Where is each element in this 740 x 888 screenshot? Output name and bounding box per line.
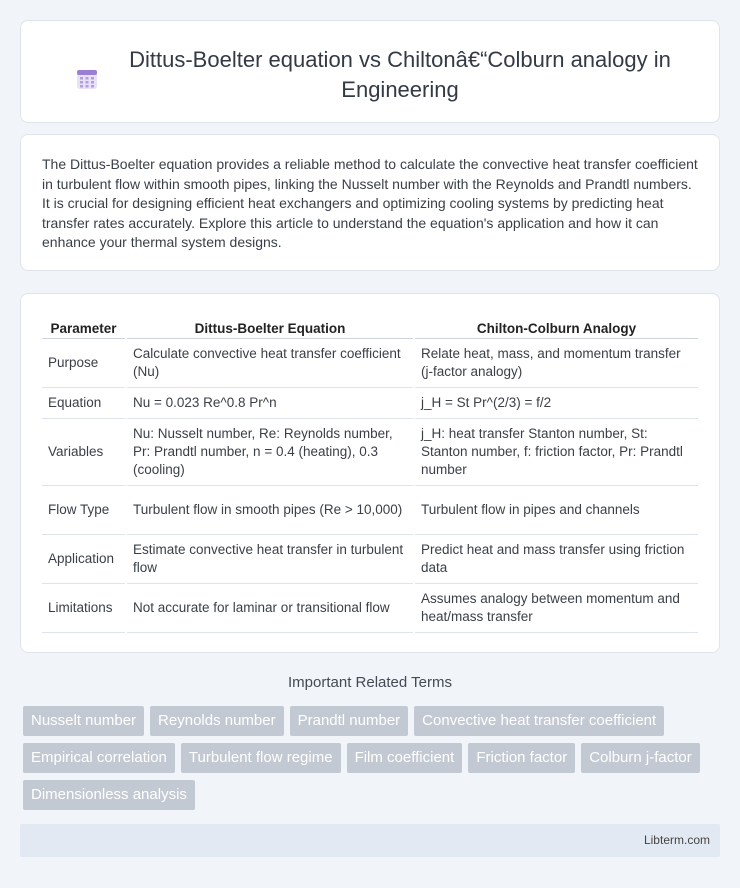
table-cell: Turbulent flow in smooth pipes (Re > 10,000) [126, 485, 414, 534]
related-terms-heading: Important Related Terms [288, 674, 452, 691]
table-cell: Turbulent flow in pipes and channels [414, 485, 698, 534]
footer [20, 824, 720, 857]
table-cell: Nu = 0.023 Re^0.8 Pr^n [126, 387, 414, 418]
table-cell-parameter: Limitations [42, 583, 126, 632]
table-cell: Nu: Nusselt number, Re: Reynolds number, Pr: Prandtl number, n = 0.4 (heating), 0.3 (cooling) [126, 418, 414, 485]
related-term-tag[interactable]: Prandtl number [290, 706, 409, 736]
table-cell: Calculate convective heat transfer coefficient (Nu) [126, 338, 414, 387]
table-header-row [42, 316, 698, 338]
table-cell: Relate heat, mass, and momentum transfer (j-factor analogy) [414, 338, 698, 387]
table-row [42, 418, 698, 485]
table-cell: Assumes analogy between momentum and heat/mass transfer [414, 583, 698, 632]
related-term-tag[interactable]: Reynolds number [150, 706, 284, 736]
related-term-tag[interactable]: Empirical correlation [23, 743, 175, 773]
table-cell: j_H = St Pr^(2/3) = f/2 [414, 387, 698, 418]
intro-card [20, 134, 720, 271]
table-cell-parameter: Application [42, 534, 126, 583]
calendar-grid-icon [76, 68, 98, 90]
footer-site-link[interactable]: Libterm.com [643, 833, 710, 847]
table-cell-parameter: Flow Type [42, 485, 126, 534]
related-term-tag[interactable]: Turbulent flow regime [181, 743, 341, 773]
column-header-parameter: Parameter [42, 316, 126, 338]
related-terms-list [23, 706, 717, 810]
related-term-tag[interactable]: Friction factor [468, 743, 575, 773]
table-row [42, 338, 698, 387]
related-term-tag[interactable]: Colburn j-factor [581, 743, 700, 773]
comparison-table-card [20, 293, 720, 653]
table-cell: j_H: heat transfer Stanton number, St: Stanton number, f: friction factor, Pr: Prandtl number [414, 418, 698, 485]
related-term-tag[interactable]: Nusselt number [23, 706, 144, 736]
table-row [42, 485, 698, 534]
related-term-tag[interactable]: Film coefficient [347, 743, 463, 773]
related-term-tag[interactable]: Convective heat transfer coefficient [414, 706, 664, 736]
table-cell: Estimate convective heat transfer in turbulent flow [126, 534, 414, 583]
related-term-tag[interactable]: Dimensionless analysis [23, 780, 195, 810]
comparison-table [42, 316, 698, 633]
column-header-dittus-boelter: Dittus-Boelter Equation [126, 316, 414, 338]
table-row [42, 387, 698, 418]
title-card [20, 20, 720, 123]
table-cell-parameter: Variables [42, 418, 126, 485]
table-row [42, 583, 698, 632]
column-header-chilton-colburn: Chilton-Colburn Analogy [414, 316, 698, 338]
table-cell: Not accurate for laminar or transitional flow [126, 583, 414, 632]
table-cell-parameter: Purpose [42, 338, 126, 387]
table-row [42, 534, 698, 583]
table-cell: Predict heat and mass transfer using friction data [414, 534, 698, 583]
intro-paragraph: The Dittus-Boelter equation provides a reliable method to calculate the convective heat transfer coefficient in turbulent flow within smooth pipes, linking the Nusselt number with the Reynolds and Prandtl numbers. It is crucial for designing efficient heat exchangers and optimizing cooling systems by predicting heat transfer rates accurately. Explore this article to understand the equation's application and how it can enhance your thermal system designs. [42, 156, 698, 250]
page-title: Dittus-Boelter equation vs Chiltonâ€“Colburn analogy in Engineering [129, 47, 671, 102]
table-cell-parameter: Equation [42, 387, 126, 418]
